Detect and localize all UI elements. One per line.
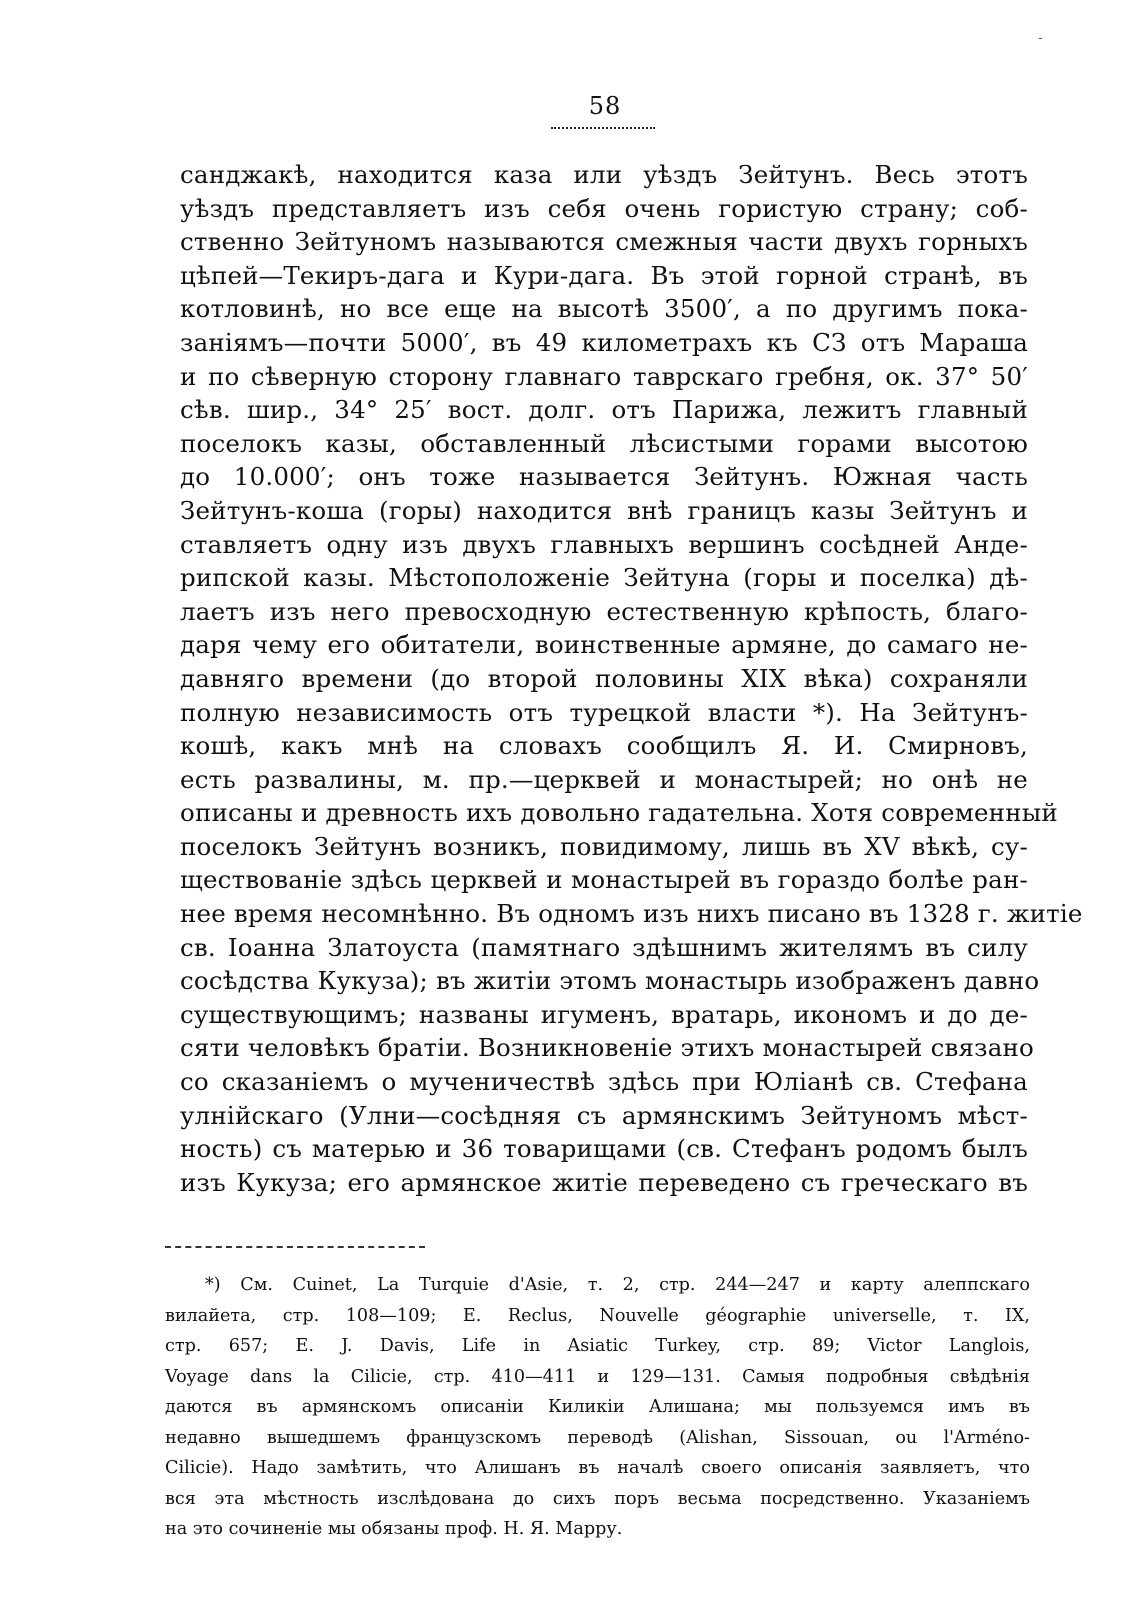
- text-line: и по сѣверную сторону главнаго таврскаго гребня, ок. 37° 50′: [180, 361, 1028, 391]
- main-text: [180, 158, 1083, 1199]
- page-number: 58: [588, 92, 622, 120]
- text-line: цѣпей—Текиръ-дага и Кури-дага. Въ этой горной странѣ, въ: [180, 260, 1028, 290]
- footnote-line: недавно вышедшемъ французскомъ переводѣ (Alishan, Sissouan, ou l'Arméno-: [165, 1427, 1030, 1448]
- text-line: ственно Зейтуномъ называются смежныя части двухъ горныхъ: [180, 227, 1028, 257]
- text-line: нее время несомнѣнно. Въ одномъ изъ нихъ писано въ 1328 г. житіе: [180, 899, 1083, 929]
- footnote-line: вся эта мѣстность изслѣдована до сихъ поръ весьма посредственно. Указаніемъ: [165, 1488, 1030, 1509]
- text-line: котловинѣ, но все еще на высотѣ 3500′, а по другимъ пока-: [180, 294, 1028, 324]
- text-line: поселокъ Зейтунъ возникъ, повидимому, лишь въ XV вѣкѣ, су-: [180, 831, 1028, 861]
- text-line: поселокъ казы, обставленный лѣсистыми горами высотою: [180, 428, 1028, 458]
- text-line: заніямъ—почти 5000′, въ 49 километрахъ къ СЗ отъ Мараша: [180, 327, 1028, 357]
- text-line: полную независимость отъ турецкой власти *). На Зейтунъ-: [180, 697, 1028, 727]
- text-line: св. Іоанна Златоуста (памятнаго здѣшнимъ жителямъ въ силу: [180, 932, 1028, 962]
- footnote: [165, 1270, 1030, 1545]
- text-line: даря чему его обитатели, воинственные армяне, до самаго не-: [180, 630, 1028, 660]
- text-line: санджакѣ, находится каза или уѣздъ Зейтунъ. Весь этотъ: [180, 160, 1028, 189]
- text-line: сѣв. шир., 34° 25′ вост. долг. отъ Парижа, лежитъ главный: [180, 395, 1028, 425]
- text-line: сосѣдства Кукуза); въ житіи этомъ монастырь изображенъ давно: [180, 966, 1040, 996]
- text-line: со сказаніемъ о мученичествѣ здѣсь при Юліанѣ св. Стефана: [180, 1067, 1028, 1097]
- text-line: улнійскаго (Улни—сосѣдняя съ армянскимъ Зейтуномъ мѣст-: [180, 1100, 1028, 1130]
- footnote-line: *) См. Cuinet, La Turquie d'Asie, т. 2, стр. 244—247 и карту алеппскаго: [205, 1275, 1030, 1295]
- text-line: изъ Кукуза; его армянское житіе переведено съ греческаго въ: [180, 1167, 1028, 1197]
- text-line: есть развалины, м. пр.—церквей и монастырей; но онѣ не: [180, 764, 1028, 794]
- text-line: ществованіе здѣсь церквей и монастырей въ гораздо болѣе ран-: [180, 865, 1028, 895]
- text-line: ставляетъ одну изъ двухъ главныхъ вершинъ сосѣдней Андe-: [180, 529, 1028, 559]
- text-line: рипской казы. Мѣстоположеніе Зейтуна (горы и поселка) дѣ-: [180, 563, 1028, 593]
- text-line: сяти человѣкъ братіи. Возникновеніе этихъ монастырей связано: [180, 1033, 1034, 1063]
- text-line: кошѣ, какъ мнѣ на словахъ сообщилъ Я. И. Смирновъ,: [180, 731, 1028, 761]
- footnote-line: на это сочиненіе мы обязаны проф. Н. Я. Марру.: [165, 1519, 623, 1539]
- text-line: Зейтунъ-коша (горы) находится внѣ границъ казы Зейтунъ и: [180, 495, 1028, 525]
- text-line: ность) съ матерью и 36 товарищами (св. Стефанъ родомъ былъ: [180, 1134, 1028, 1164]
- text-line: давняго времени (до второй половины XIX вѣка) сохраняли: [180, 663, 1028, 693]
- text-line: существующимъ; названы игуменъ, вратарь, икономъ и до де-: [180, 999, 1028, 1029]
- page-number-rule: [551, 127, 655, 129]
- text-line: уѣздъ представляетъ изъ себя очень гористую страну; соб-: [180, 193, 1028, 223]
- text-line: лаетъ изъ него превосходную естественную крѣпость, благо-: [180, 596, 1028, 626]
- footnote-line: даются въ армянскомъ описаніи Киликіи Алишана; мы пользуемся имъ въ: [165, 1397, 1030, 1417]
- text-line: описаны и древность ихъ довольно гадательна. Хотя современный: [180, 798, 1058, 828]
- footnote-separator: [165, 1246, 425, 1248]
- text-line: до 10.000′; онъ тоже называется Зейтунъ. Южная часть: [180, 462, 1028, 492]
- footnote-line: стр. 657; E. J. Davis, Life in Asiatic Turkey, стр. 89; Victor Langlois,: [165, 1336, 1030, 1356]
- corner-mark: -: [1038, 30, 1043, 46]
- footnote-line: вилайета, стр. 108—109; E. Reclus, Nouvelle géographie universelle, т. IX,: [165, 1305, 1030, 1326]
- footnote-line: Cilicie). Надо замѣтить, что Алишанъ въ началѣ своего описанія заявляетъ, что: [165, 1458, 1030, 1478]
- footnote-line: Voyage dans la Cilicie, стр. 410—411 и 129—131. Самыя подробныя свѣдѣнія: [165, 1366, 1030, 1387]
